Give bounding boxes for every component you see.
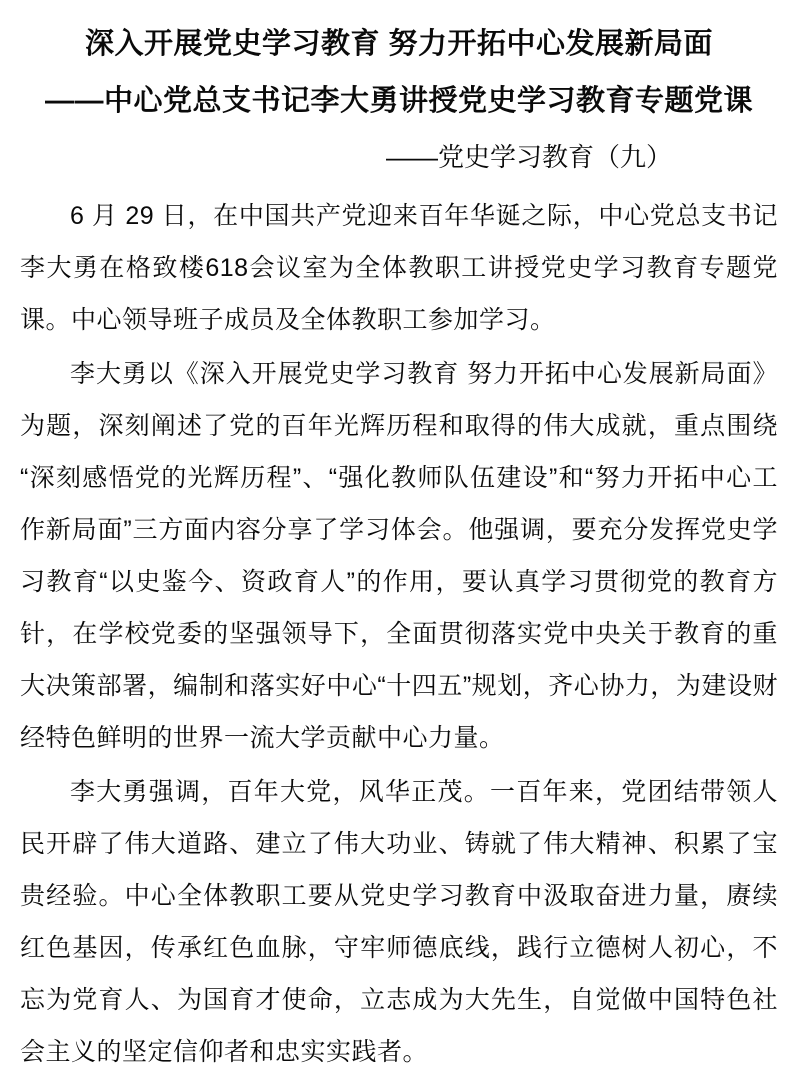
- document-title-line-2: ——中心党总支书记李大勇讲授党史学习教育专题党课: [44, 85, 753, 117]
- document-title-line-1: 深入开展党史学习教育 努力开拓中心发展新局面: [84, 28, 714, 60]
- body-paragraph: 6 月 29 日，在中国共产党迎来百年华诞之际，中心党总支书记李大勇在格致楼618会议室为全体教职工讲授党史学习教育专题党课。中心领导班子成员及全体教职工参加学习。: [20, 202, 778, 334]
- series-subtitle: ——党史学习教育（九）: [385, 142, 672, 172]
- body-paragraph: 李大勇以《深入开展党史学习教育 努力开拓中心发展新局面》为题，深刻阐述了党的百年光辉历程和取得的伟大成就，重点围绕“深刻感悟党的光辉历程”、“强化教师队伍建设”和“努力开拓中心工作新局面”三方面内容分享了学习体会。他强调，要充分发挥党史学习教育“以史鉴今、资政育人”的作用，要认真学习贯彻党的教育方针，在学校党委的坚强领导下，全面贯彻落实党中央关于教育的重大决策部署，编制和落实好中心“十四五”规划，齐心协力，为建设财经特色鲜明的世界一流大学贡献中心力量。: [20, 360, 778, 752]
- body-paragraph: 李大勇强调，百年大党，风华正茂。一百年来，党团结带领人民开辟了伟大道路、建立了伟大功业、铸就了伟大精神、积累了宝贵经验。中心全体教职工要从党史学习教育中汲取奋进力量，赓续红色基因，传承红色血脉，守牢师德底线，践行立德树人初心，不忘为党育人、为国育才使命，立志成为大先生，自觉做中国特色社会主义的坚定信仰者和忠实实践者。: [20, 778, 778, 1066]
- document-body: [20, 190, 778, 1078]
